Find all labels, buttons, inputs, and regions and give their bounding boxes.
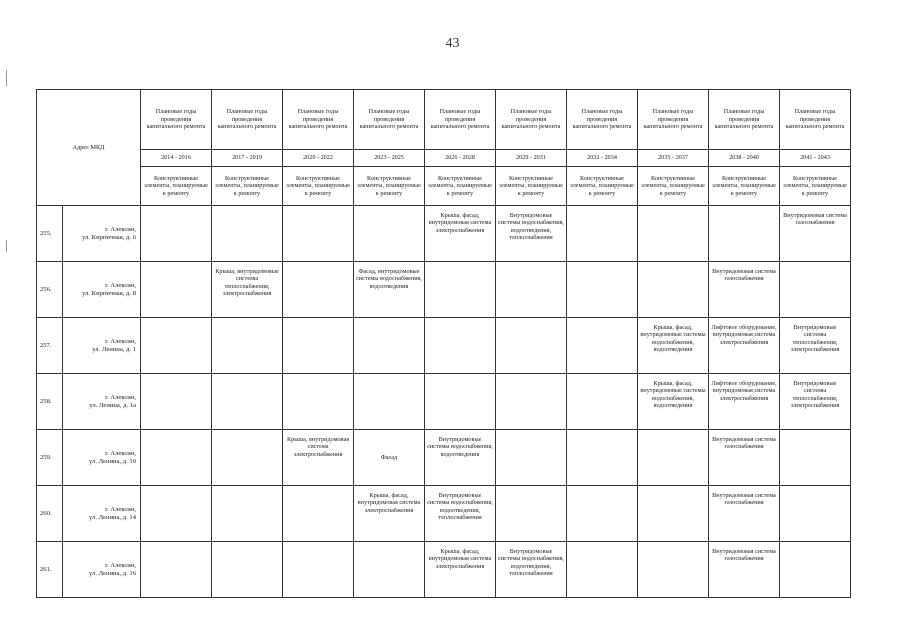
element-cell: Внутридомовые системы водоснабжения, водоотведения [425, 430, 496, 486]
element-cell [354, 318, 425, 374]
element-cell [141, 430, 212, 486]
row-number: 255. [37, 206, 63, 262]
element-cell [283, 486, 354, 542]
period-years: 2035 - 2037 [638, 150, 709, 167]
table-row [37, 262, 851, 318]
address-city: г. Алексин, [105, 561, 137, 569]
element-cell [212, 318, 283, 374]
element-cell: Внутридомовая система газоснабжения [709, 542, 780, 598]
element-cell [425, 318, 496, 374]
address-cell [63, 542, 141, 598]
element-cell: Лифтовое оборудование, внутридомовая система электроснабжения [709, 318, 780, 374]
element-cell: Лифтовое оборудование, внутридомовая система электроснабжения [709, 374, 780, 430]
element-cell [496, 374, 567, 430]
address-cell [63, 430, 141, 486]
period-years: 2032 - 2034 [567, 150, 638, 167]
table-row [37, 430, 851, 486]
address-street: ул. Ленина, д. 16 [89, 569, 137, 577]
header-row-period [37, 90, 851, 150]
element-cell [638, 430, 709, 486]
address-street: ул. Кирпичная, д. 6 [82, 233, 137, 241]
element-cell [425, 374, 496, 430]
elements-header: Конструктивные элементы, планируемые к ремонту [638, 167, 709, 206]
period-years: 2014 - 2016 [141, 150, 212, 167]
element-cell: Крыша, фасад, внутридомовая система электроснабжения [425, 542, 496, 598]
page-number: 43 [445, 36, 460, 51]
elements-header: Конструктивные элементы, планируемые к ремонту [354, 167, 425, 206]
address-cell [63, 318, 141, 374]
address-city: г. Алексин, [105, 393, 137, 401]
element-cell [496, 486, 567, 542]
element-cell: Фасад, внутридомовые системы водоснабжения, водоотведения [354, 262, 425, 318]
element-cell: Внутридомовые системы водоснабжения, водоотведения, теплоснабжения [496, 206, 567, 262]
element-cell [496, 430, 567, 486]
elements-header: Конструктивные элементы, планируемые к ремонту [141, 167, 212, 206]
table-row [37, 542, 851, 598]
element-cell: Крыша, внутридомовые системы теплоснабжения, электроснабжения [212, 262, 283, 318]
margin-mark [6, 70, 7, 86]
element-cell [283, 374, 354, 430]
element-cell [425, 262, 496, 318]
period-header: Плановые годы проведения капитального ремонта [567, 90, 638, 150]
element-cell [638, 542, 709, 598]
element-cell: Внутридомовые системы теплоснабжения, электроснабжения [780, 318, 851, 374]
element-cell [567, 318, 638, 374]
elements-header: Конструктивные элементы, планируемые к ремонту [709, 167, 780, 206]
element-cell [283, 318, 354, 374]
address-cell [63, 486, 141, 542]
element-cell: Внутридомовые системы теплоснабжения, электроснабжения [780, 374, 851, 430]
period-years: 2020 - 2022 [283, 150, 354, 167]
element-cell [780, 542, 851, 598]
period-years: 2029 - 2031 [496, 150, 567, 167]
element-cell [212, 542, 283, 598]
element-cell [567, 206, 638, 262]
element-cell [638, 486, 709, 542]
element-cell [283, 206, 354, 262]
period-header: Плановые годы проведения капитального ремонта [425, 90, 496, 150]
address-header: Адрес МКД [37, 90, 141, 206]
element-cell [567, 262, 638, 318]
capital-repair-table [36, 89, 851, 598]
elements-header: Конструктивные элементы, планируемые к ремонту [283, 167, 354, 206]
element-cell: Внутридомовая система газоснабжения [709, 430, 780, 486]
row-number: 261. [37, 542, 63, 598]
element-cell [567, 542, 638, 598]
row-number: 260. [37, 486, 63, 542]
element-cell [780, 262, 851, 318]
element-cell [141, 318, 212, 374]
address-city: г. Алексин, [105, 281, 137, 289]
header-row-elements [37, 167, 851, 206]
margin-mark [6, 240, 7, 252]
period-header: Плановые годы проведения капитального ремонта [212, 90, 283, 150]
element-cell [354, 374, 425, 430]
elements-header: Конструктивные элементы, планируемые к ремонту [425, 167, 496, 206]
address-city: г. Алексин, [105, 225, 137, 233]
address-city: г. Алексин, [105, 505, 137, 513]
address-street: ул. Ленина, д. 1 [92, 345, 137, 353]
elements-header: Конструктивные элементы, планируемые к ремонту [567, 167, 638, 206]
address-cell [63, 262, 141, 318]
element-cell [496, 262, 567, 318]
element-cell: Внутридомовые системы водоснабжения, водоотведения, теплоснабжения [496, 542, 567, 598]
element-cell [780, 430, 851, 486]
element-cell: Внутридомовая система газоснабжения [709, 262, 780, 318]
address-street: ул. Кирпичная, д. 8 [82, 289, 137, 297]
element-cell [141, 206, 212, 262]
row-number: 259. [37, 430, 63, 486]
elements-header: Конструктивные элементы, планируемые к ремонту [780, 167, 851, 206]
element-cell [212, 486, 283, 542]
element-cell [212, 374, 283, 430]
element-cell: Внутридомовая система газоснабжения [780, 206, 851, 262]
element-cell [567, 486, 638, 542]
table-row [37, 374, 851, 430]
period-years: 2023 - 2025 [354, 150, 425, 167]
period-header: Плановые годы проведения капитального ремонта [283, 90, 354, 150]
element-cell [354, 542, 425, 598]
element-cell [141, 262, 212, 318]
element-cell [141, 486, 212, 542]
period-header: Плановые годы проведения капитального ремонта [709, 90, 780, 150]
table-row [37, 318, 851, 374]
element-cell [567, 430, 638, 486]
elements-header: Конструктивные элементы, планируемые к ремонту [212, 167, 283, 206]
period-years: 2017 - 2019 [212, 150, 283, 167]
address-street: ул. Ленина, д. 14 [89, 513, 137, 521]
element-cell [638, 206, 709, 262]
period-years: 2041 - 2043 [780, 150, 851, 167]
period-header: Плановые годы проведения капитального ремонта [141, 90, 212, 150]
row-number: 256. [37, 262, 63, 318]
period-header: Плановые годы проведения капитального ремонта [496, 90, 567, 150]
address-street: ул. Ленина, д. 1а [89, 401, 137, 409]
element-cell [496, 318, 567, 374]
element-cell: Фасад [354, 430, 425, 486]
element-cell [567, 374, 638, 430]
element-cell: Внутридомовая система газоснабжения [709, 486, 780, 542]
period-header: Плановые годы проведения капитального ремонта [780, 90, 851, 150]
address-city: г. Алексин, [105, 449, 137, 457]
element-cell [283, 542, 354, 598]
header-row-years [37, 150, 851, 167]
row-number: 257. [37, 318, 63, 374]
element-cell [780, 486, 851, 542]
element-cell [638, 262, 709, 318]
elements-header: Конструктивные элементы, планируемые к ремонту [496, 167, 567, 206]
table-row [37, 206, 851, 262]
table-row [37, 486, 851, 542]
element-cell: Крыша, фасад, внутридомовая система электроснабжения [425, 206, 496, 262]
element-cell [709, 206, 780, 262]
period-years: 2026 - 2028 [425, 150, 496, 167]
period-header: Плановые годы проведения капитального ремонта [638, 90, 709, 150]
element-cell: Крыша, фасад, внутридомовые системы водоснабжения, водоотведения [638, 318, 709, 374]
element-cell: Крыша, внутридомовая система электроснабжения [283, 430, 354, 486]
element-cell [354, 206, 425, 262]
address-cell [63, 206, 141, 262]
period-years: 2038 - 2040 [709, 150, 780, 167]
address-cell [63, 374, 141, 430]
element-cell: Крыша, фасад, внутридомовые системы водоснабжения, водоотведения [638, 374, 709, 430]
element-cell [141, 542, 212, 598]
element-cell: Внутридомовые системы водоснабжения, водоотведения, теплоснабжения [425, 486, 496, 542]
address-street: ул. Ленина, д. 10 [89, 457, 137, 465]
element-cell [212, 430, 283, 486]
element-cell: Крыша, фасад, внутридомовая система электроснабжения [354, 486, 425, 542]
element-cell [283, 262, 354, 318]
element-cell [212, 206, 283, 262]
period-header: Плановые годы проведения капитального ремонта [354, 90, 425, 150]
address-city: г. Алексин, [105, 337, 137, 345]
row-number: 258. [37, 374, 63, 430]
element-cell [141, 374, 212, 430]
